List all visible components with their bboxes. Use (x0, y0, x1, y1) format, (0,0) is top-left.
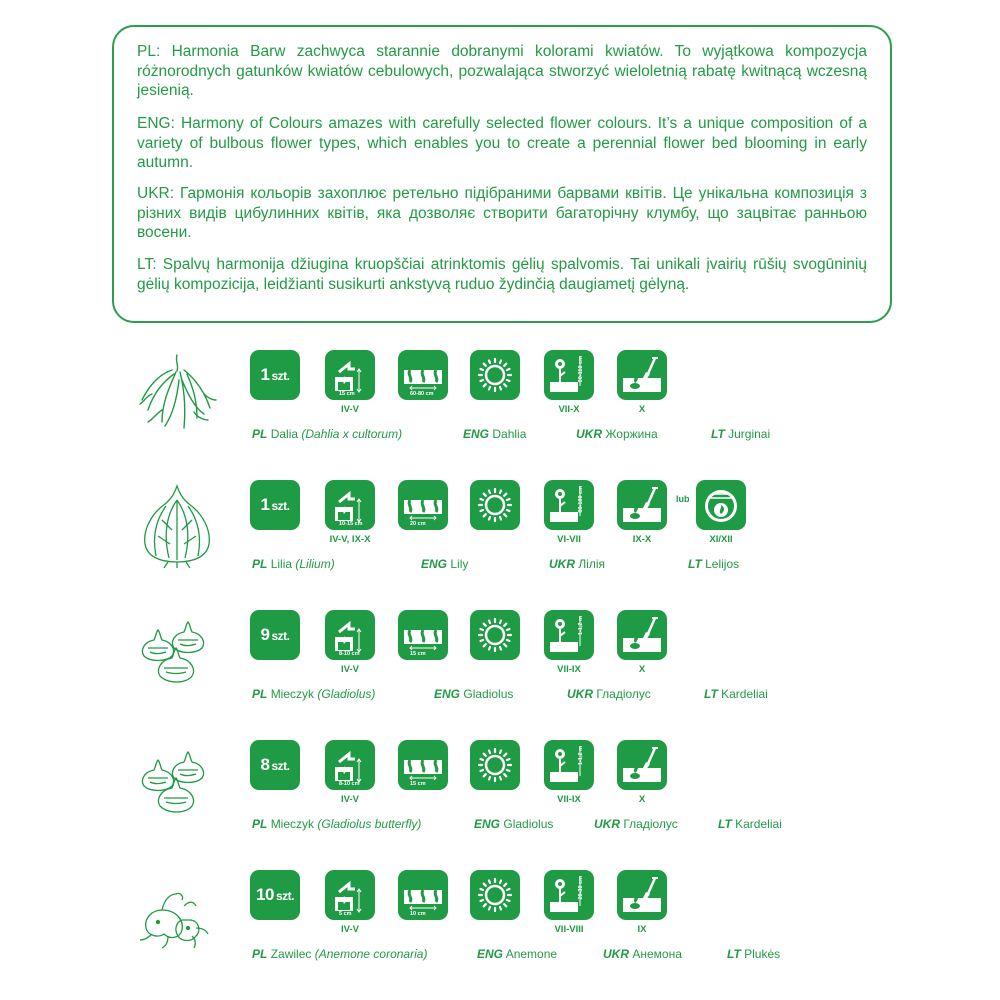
plant-height-icon (544, 480, 594, 530)
dig-up-icon (617, 350, 667, 400)
quantity-number: 1 (260, 495, 270, 514)
plant-height-icon (544, 870, 594, 920)
planting-depth-icon (325, 740, 375, 790)
sun-icon (470, 740, 520, 790)
name-pl: PL Zawilec (Anemone coronaria) (252, 947, 428, 961)
lily-bulb-icon (132, 480, 222, 570)
spacing-value: 10 cm (410, 911, 426, 917)
name-pl: PL Mieczyk (Gladiolus butterfly) (252, 817, 422, 831)
plant-row (0, 870, 1000, 980)
quantity-unit: szt. (271, 759, 290, 773)
planting-months: IV-V (341, 924, 359, 935)
name-eng: ENG Lily (421, 557, 469, 571)
sun-icon (470, 610, 520, 660)
name-lt: LT Plukės (727, 947, 781, 961)
dig-up-icon (617, 740, 667, 790)
gladiolus-corms-icon (132, 610, 222, 700)
cover-months: XI/XII (709, 534, 733, 545)
plant-height-value: 1-1,2 m (578, 746, 584, 765)
dig-months: IX-X (632, 534, 652, 545)
quantity-number: 8 (260, 755, 270, 774)
planting-months: IV-V (341, 404, 359, 415)
name-pl: PL Dalia (Dahlia x cultorum) (252, 427, 403, 441)
plant-row (0, 350, 1000, 460)
name-eng: ENG Gladiolus (474, 817, 554, 831)
dig-months: X (638, 794, 646, 805)
spacing-icon (398, 610, 448, 660)
plant-row (0, 480, 1000, 590)
name-lt: LT Jurginai (711, 427, 771, 441)
name-ukr: UKR Лілія (549, 557, 606, 571)
gladiolus-corms-icon (132, 740, 222, 830)
planting-depth-icon (325, 610, 375, 660)
planting-depth-icon (325, 480, 375, 530)
quantity-number: 9 (260, 625, 270, 644)
quantity-badge (250, 610, 300, 660)
plant-height-icon (544, 610, 594, 660)
bloom-months: VI-VII (557, 534, 581, 545)
or-connector: lub (676, 494, 690, 504)
planting-depth-icon (325, 350, 375, 400)
dig-up-icon (617, 480, 667, 530)
plant-height-value: 1-1,2 m (578, 616, 584, 635)
name-ukr: UKR Гладіолус (594, 817, 678, 831)
bloom-months: VII-IX (557, 664, 581, 675)
plant-row (0, 610, 1000, 720)
dig-up-icon (617, 610, 667, 660)
quantity-unit: szt. (271, 369, 290, 383)
spacing-value: 20 cm (410, 521, 426, 527)
bloom-months: VII-IX (557, 794, 581, 805)
plant-row (0, 740, 1000, 850)
quantity-badge (250, 350, 300, 400)
spacing-value: 15 cm (410, 781, 426, 787)
quantity-badge (250, 740, 300, 790)
spacing-icon (398, 740, 448, 790)
planting-months: IV-V (341, 794, 359, 805)
planting-depth-value: 15 cm (339, 391, 355, 397)
bloom-months: VII-X (558, 404, 580, 415)
sun-icon (470, 870, 520, 920)
plant-height-icon (544, 740, 594, 790)
planting-months: IV-V, IX-X (329, 534, 371, 545)
dig-months: X (638, 404, 646, 415)
plant-height-value: 20-30 cm (578, 876, 584, 900)
name-pl: PL Lilia (Lilium) (252, 557, 335, 571)
name-eng: ENG Dahlia (463, 427, 527, 441)
sun-icon (470, 350, 520, 400)
name-lt: LT Kardeliai (704, 687, 768, 701)
planting-depth-value: 8-10 cm (339, 781, 360, 787)
spacing-icon (398, 480, 448, 530)
quantity-number: 10 (256, 885, 274, 904)
plant-height-value: 80-100 cm (578, 486, 584, 513)
plant-height-icon (544, 350, 594, 400)
name-ukr: UKR Анемона (603, 947, 682, 961)
spacing-icon (398, 350, 448, 400)
planting-depth-value: 8-10 cm (339, 651, 360, 657)
winter-cover-icon (696, 480, 746, 530)
anemone-tuber-icon (132, 870, 222, 960)
quantity-unit: szt. (275, 889, 294, 903)
description-lt: LT: Spalvų harmonija džiugina kruopščiai atrinktomis gėlių spalvomis. Tai unikali įvairių rūšių svogūninių gėlių kompozicija, leidžianti susikurti ankstyvą ruduo žydinčią daugiametį gėlyną. (137, 256, 867, 293)
quantity-unit: szt. (271, 629, 290, 643)
planting-depth-value: 5 cm (339, 911, 352, 917)
description-ukr: UKR: Гармонія кольорів захоплює ретельно підібраними барвами квітів. Це унікальна композиція з різних видів цибулинних квітів, яка дозволяє створити багаторічну клумбу, що зацвітає ранньою восени. (137, 185, 867, 241)
spacing-value: 15 cm (410, 651, 426, 657)
quantity-badge (250, 480, 300, 530)
planting-depth-icon (325, 870, 375, 920)
name-ukr: UKR Жоржина (576, 427, 658, 441)
dahlia-tuber-icon (132, 350, 222, 440)
dig-months: X (638, 664, 646, 675)
planting-depth-value: 10-15 cm (339, 521, 363, 527)
quantity-number: 1 (260, 365, 270, 384)
dig-up-icon (617, 870, 667, 920)
name-pl: PL Mieczyk (Gladiolus) (252, 687, 376, 701)
name-lt: LT Kardeliai (718, 817, 782, 831)
name-ukr: UKR Гладіолус (567, 687, 651, 701)
name-lt: LT Lelijos (688, 557, 740, 571)
name-eng: ENG Gladiolus (434, 687, 514, 701)
quantity-unit: szt. (271, 499, 290, 513)
dig-months: IX (637, 924, 647, 935)
name-eng: ENG Anemone (477, 947, 558, 961)
bloom-months: VII-VIII (554, 924, 584, 935)
spacing-value: 60-80 cm (410, 391, 434, 397)
description-eng: ENG: Harmony of Colours amazes with carefully selected flower colours. It’s a unique composition of a variety of bulbous flower types, which enables you to create a perennial flower bed blooming in early autumn. (137, 115, 867, 171)
plant-height-value: 90-110 cm (578, 356, 584, 383)
description-pl: PL: Harmonia Barw zachwyca starannie dobranymi kolorami kwiatów. To wyjątkowa kompozycja różnorodnych gatunków kwiatów cebulowych, pozwalająca stworzyć wieloletnią rabatę kwitnącą wczesną jesienią. (137, 43, 867, 99)
spacing-icon (398, 870, 448, 920)
planting-months: IV-V (341, 664, 359, 675)
quantity-badge (250, 870, 300, 920)
sun-icon (470, 480, 520, 530)
